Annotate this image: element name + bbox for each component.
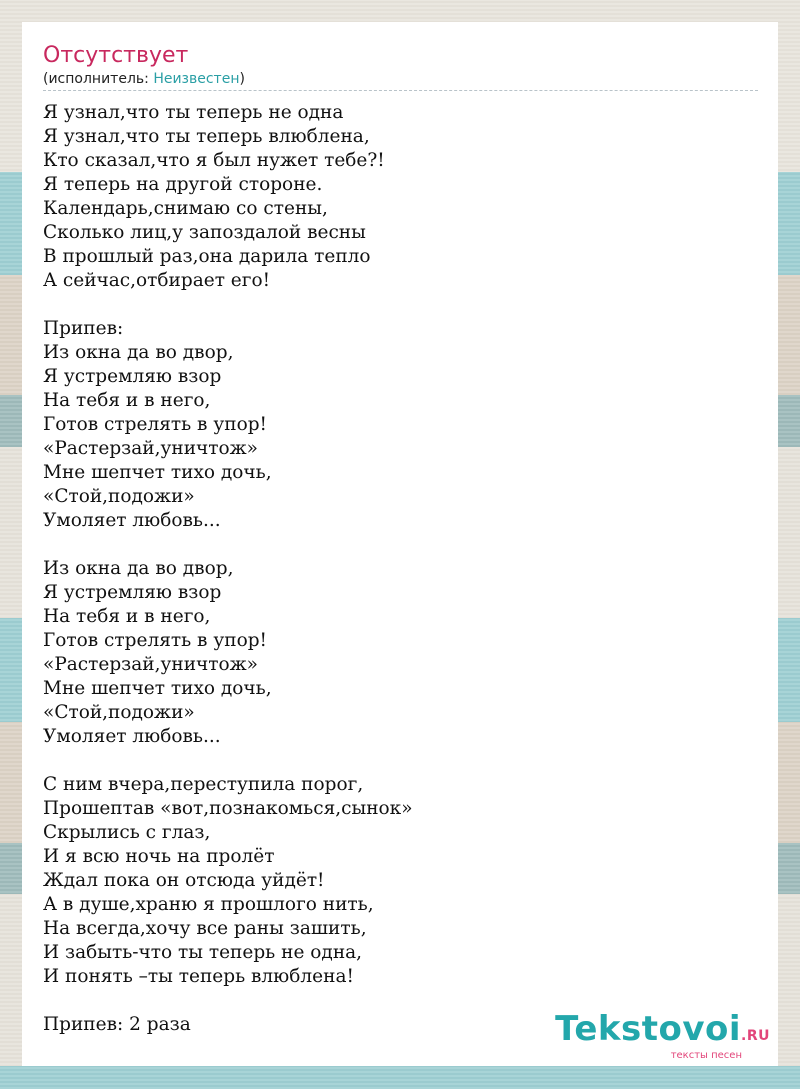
artist-link[interactable]: Неизвестен [153, 71, 240, 87]
logo-wordmark [555, 1011, 770, 1054]
site-logo[interactable] [555, 1011, 770, 1062]
logo-domain: .RU [741, 1028, 770, 1044]
lyrics-card [22, 22, 778, 1066]
logo-tagline: тексты песен [670, 1050, 742, 1061]
artist-line [43, 70, 758, 91]
artist-prefix: (исполнитель: [43, 71, 154, 87]
logo-name: Tekstovoi [555, 1009, 742, 1049]
song-title: Отсутствует [43, 43, 189, 68]
lyrics-text: Я узнал,что ты теперь не одна Я узнал,что ты теперь влюблена, Кто сказал,что я был нужет тебе?! Я теперь на другой стороне. Календарь,снимаю со стены, Сколько лиц,у запоздалой весны В прошлый раз,она дарила тепло А сейчас,отбирает его! Припев: Из окна да во двор, Я устремляю взор На тебя и в него, Готов стрелять в упор! «Растерзай,уничтож» Мне шепчет тихо дочь, «Стой,подожи» Умоляет любовь... Из окна да во двор, Я устремляю взор На тебя и в него, Готов стрелять в упор! «Растерзай,уничтож» Мне шепчет тихо дочь, «Стой,подожи» Умоляет любовь... С ним вчера,переступила порог, Прошептав «вот,познакомься,сынок» Скрылись с глаз, И я всю ночь на пролёт Ждал пока он отсюда уйдёт! А в душе,храню я прошлого нить, На всегда,хочу все раны зашить, И забыть-что ты теперь не одна, И понять –ты теперь влюблена! Припев: 2 раза [43, 102, 413, 1035]
artist-suffix: ) [239, 71, 245, 87]
